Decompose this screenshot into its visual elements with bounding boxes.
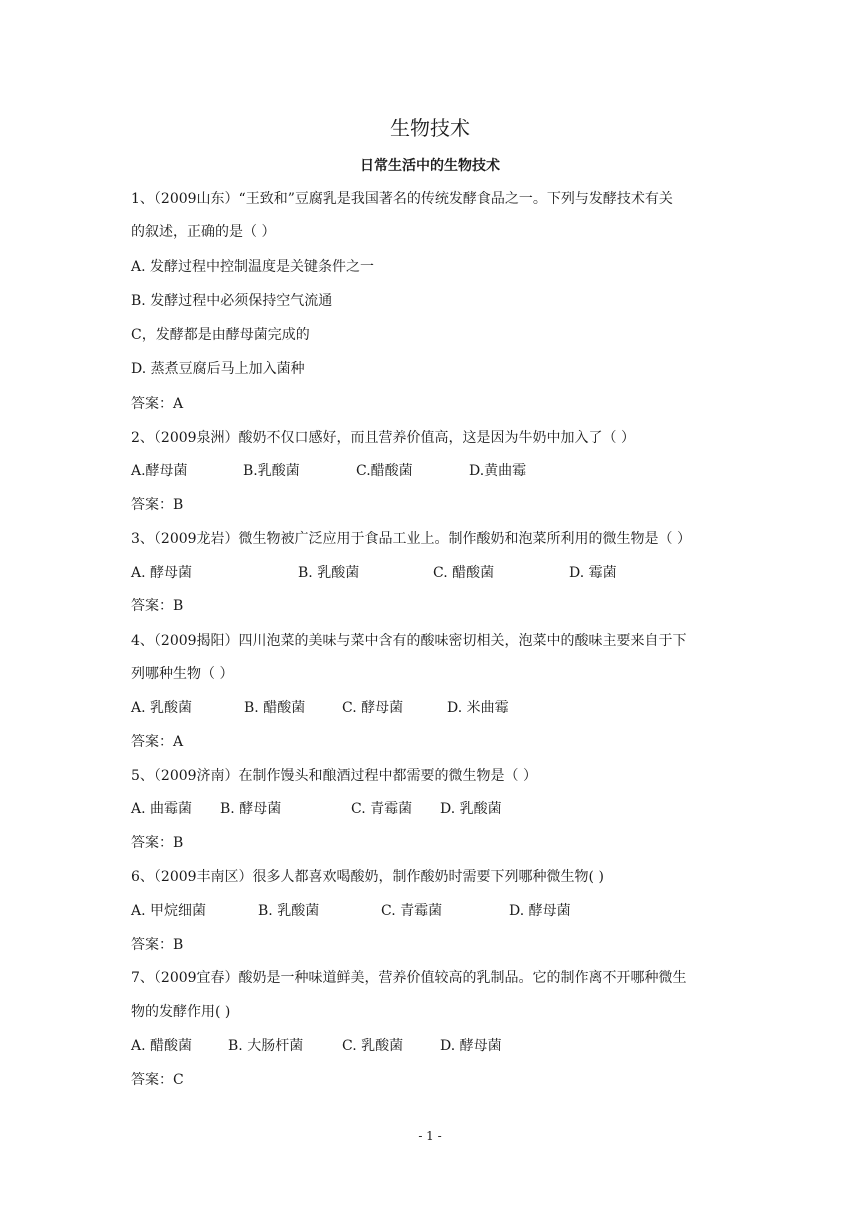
- question-3-option-c: C. 醋酸菌: [433, 565, 495, 581]
- question-2-stem-line-1: 2、（2009泉洲）酸奶不仅口感好，而且营养价值高，这是因为牛奶中加入了（ ）: [131, 430, 635, 446]
- question-7-answer: 答案：C: [131, 1072, 184, 1088]
- question-3-stem-line-1: 3、（2009龙岩）微生物被广泛应用于食品工业上。制作酸奶和泡菜所利用的微生物是（ ）: [131, 531, 691, 547]
- question-4-option-a: A. 乳酸菌: [131, 700, 193, 716]
- question-1-option-a: A. 发酵过程中控制温度是关键条件之一: [131, 259, 375, 275]
- question-5-option-c: C. 青霉菌: [351, 801, 413, 817]
- question-4-stem-line-1: 4、（2009揭阳）四川泡菜的美味与菜中含有的酸味密切相关，泡菜中的酸味主要来自于下: [131, 633, 687, 649]
- question-7-option-a: A. 醋酸菌: [131, 1038, 193, 1054]
- section-subtitle: 日常生活中的生物技术: [360, 158, 500, 174]
- question-6-stem-line-1: 6、（2009丰南区）很多人都喜欢喝酸奶，制作酸奶时需要下列哪种微生物( ): [131, 869, 604, 885]
- question-6-option-a: A. 甲烷细菌: [131, 903, 207, 919]
- question-6-option-c: C. 青霉菌: [381, 903, 443, 919]
- question-4-stem-line-2: 列哪种生物（ ）: [131, 666, 234, 682]
- question-5-stem-line-1: 5、（2009济南）在制作馒头和酿酒过程中都需要的微生物是（ ）: [131, 768, 537, 784]
- question-1-option-c: C，发酵都是由酵母菌完成的: [131, 327, 310, 343]
- page-title: 生物技术: [390, 116, 470, 140]
- question-2-answer: 答案：B: [131, 497, 184, 513]
- question-7-option-b: B. 大肠杆菌: [228, 1038, 304, 1054]
- question-3-option-b: B. 乳酸菌: [298, 565, 360, 581]
- question-7-stem-line-1: 7、（2009宜春）酸奶是一种味道鲜美，营养价值较高的乳制品。它的制作离不开哪种微生: [131, 970, 687, 986]
- question-5-option-a: A. 曲霉菌: [131, 801, 193, 817]
- question-2-option-b: B.乳酸菌: [243, 463, 300, 479]
- question-4-option-c: C. 酵母菌: [342, 700, 404, 716]
- question-6-answer: 答案：B: [131, 937, 184, 953]
- question-7-option-d: D. 酵母菌: [440, 1038, 502, 1054]
- question-7-option-c: C. 乳酸菌: [342, 1038, 404, 1054]
- question-5-option-d: D. 乳酸菌: [440, 801, 502, 817]
- question-2-option-c: C.醋酸菌: [356, 463, 413, 479]
- question-4-option-d: D. 米曲霉: [447, 700, 509, 716]
- question-7-stem-line-2: 物的发酵作用( ): [131, 1004, 231, 1020]
- question-2-option-d: D.黄曲霉: [469, 463, 527, 479]
- question-3-answer: 答案：B: [131, 598, 184, 614]
- question-5-option-b: B. 酵母菌: [220, 801, 282, 817]
- question-5-answer: 答案：B: [131, 835, 184, 851]
- question-4-option-b: B. 醋酸菌: [244, 700, 306, 716]
- question-1-stem-line-2: 的叙述，正确的是（ ）: [131, 224, 276, 240]
- question-6-option-b: B. 乳酸菌: [258, 903, 320, 919]
- question-1-answer: 答案：A: [131, 396, 184, 412]
- question-1-option-b: B. 发酵过程中必须保持空气流通: [131, 293, 333, 309]
- question-1-stem-line-1: 1、（2009山东）“王致和”豆腐乳是我国著名的传统发酵食品之一。下列与发酵技术有关: [131, 191, 673, 207]
- question-2-option-a: A.酵母菌: [131, 463, 188, 479]
- question-3-option-a: A. 酵母菌: [131, 565, 193, 581]
- question-6-option-d: D. 酵母菌: [509, 903, 571, 919]
- question-1-option-d: D. 蒸煮豆腐后马上加入菌种: [131, 361, 305, 377]
- question-3-option-d: D. 霉菌: [569, 565, 617, 581]
- page-number: - 1 -: [418, 1129, 442, 1143]
- question-4-answer: 答案：A: [131, 734, 184, 750]
